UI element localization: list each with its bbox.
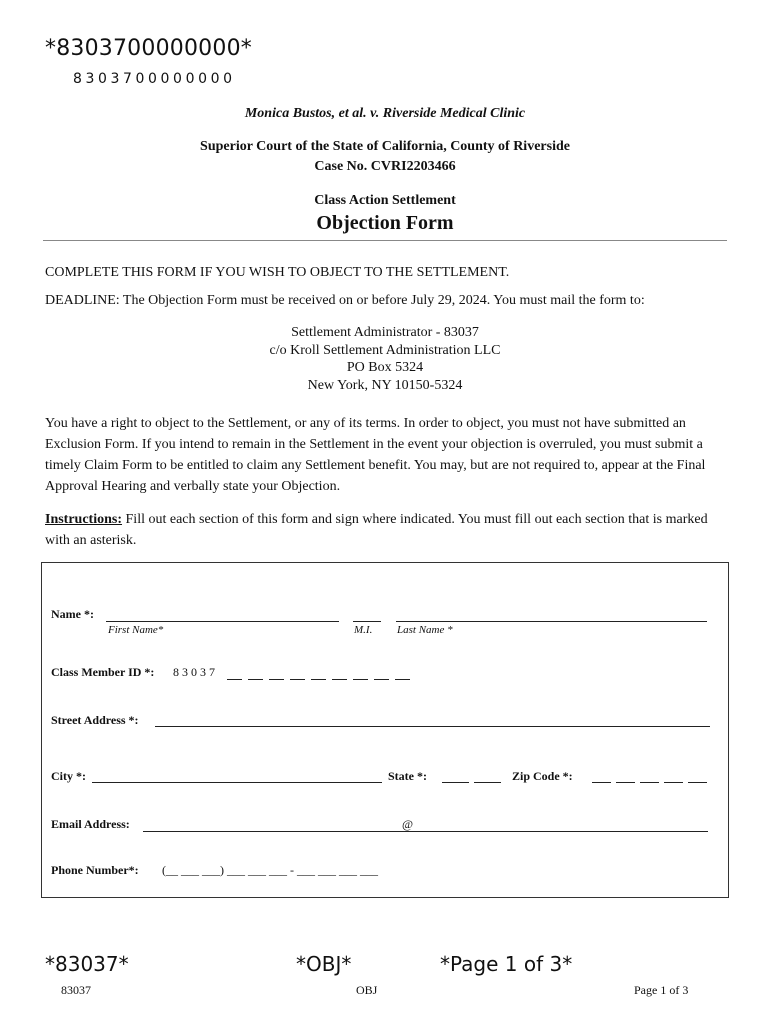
footer-case-code: 83037 [61, 983, 91, 997]
last-name-label: Last Name * [397, 624, 453, 636]
case-caption: Monica Bustos, et al. v. Riverside Medical Clinic [244, 106, 526, 121]
instructions-label: Instructions: [45, 512, 123, 527]
phone-number-label: Phone Number*: [51, 863, 139, 877]
settlement-heading: Class Action Settlement [314, 193, 456, 208]
zip-code-label: Zip Code *: [512, 769, 573, 783]
rights-paragraph: You have a right to object to the Settlement, or any of its terms. In order to object, you must not have submitted an Exclusion Form. If you intend to remain in the Settlement in the event your objection is overruled, you must submit a timely Claim Form to be entitled to claim any Settlement benefit. You may, but are not required to, appear at the Final Approval Hearing and verbally state your Objection. [45, 416, 706, 494]
street-address-input[interactable] [155, 726, 710, 727]
street-address-label: Street Address *: [51, 713, 139, 727]
instructions-paragraph [45, 509, 725, 551]
class-member-id-prefix: 8 3 0 3 7 [173, 665, 215, 679]
last-name-input[interactable] [396, 621, 707, 622]
state-label: State *: [388, 769, 427, 783]
address-line: New York, NY 10150-5324 [307, 377, 463, 393]
middle-initial-input[interactable] [353, 621, 381, 622]
email-address-label: Email Address: [51, 817, 130, 831]
footer-barcode-case: *83037* [45, 952, 129, 976]
first-name-input[interactable] [106, 621, 339, 622]
objection-form-box [41, 562, 729, 898]
case-number: Case No. CVRI2203466 [314, 159, 456, 174]
address-line: PO Box 5324 [346, 360, 424, 375]
footer-barcode-form: *OBJ* [296, 952, 352, 976]
deadline-notice: DEADLINE: The Objection Form must be received on or before July 29, 2024. You must mail the form to: [45, 293, 645, 308]
zip-code-input[interactable] [592, 769, 710, 783]
address-line: c/o Kroll Settlement Administration LLC [269, 342, 501, 358]
class-member-id-input[interactable] [227, 668, 417, 680]
email-at-symbol: @ [402, 817, 414, 831]
email-address-input[interactable] [143, 831, 708, 832]
city-label: City *: [51, 769, 86, 783]
phone-number-input[interactable]: (__ ___ ___) ___ ___ ___ - ___ ___ ___ ___ [162, 863, 378, 877]
complete-notice: COMPLETE THIS FORM IF YOU WISH TO OBJECT TO THE SETTLEMENT. [45, 265, 510, 280]
city-input[interactable] [92, 782, 382, 783]
barcode-main: *8303700000000* [45, 36, 252, 61]
state-input[interactable] [442, 769, 504, 783]
class-member-id-label: Class Member ID *: [51, 665, 155, 679]
first-name-label: First Name* [108, 624, 164, 636]
footer-barcode-page: *Page 1 of 3* [440, 952, 573, 976]
footer-form-code: OBJ [356, 983, 378, 997]
mailing-address [0, 324, 770, 394]
name-label: Name *: [51, 607, 94, 621]
middle-initial-label: M.I. [354, 624, 373, 636]
barcode-number: 8303700000000 [73, 71, 236, 87]
title-divider [43, 240, 727, 241]
address-line: Settlement Administrator - 83037 [291, 325, 479, 340]
instructions-text: Fill out each section of this form and sign where indicated. You must fill out each section that is marked with an asterisk. [45, 512, 708, 548]
footer-page-number: Page 1 of 3 [634, 983, 689, 997]
form-title: Objection Form [316, 212, 454, 234]
court-name: Superior Court of the State of California, County of Riverside [200, 139, 570, 154]
